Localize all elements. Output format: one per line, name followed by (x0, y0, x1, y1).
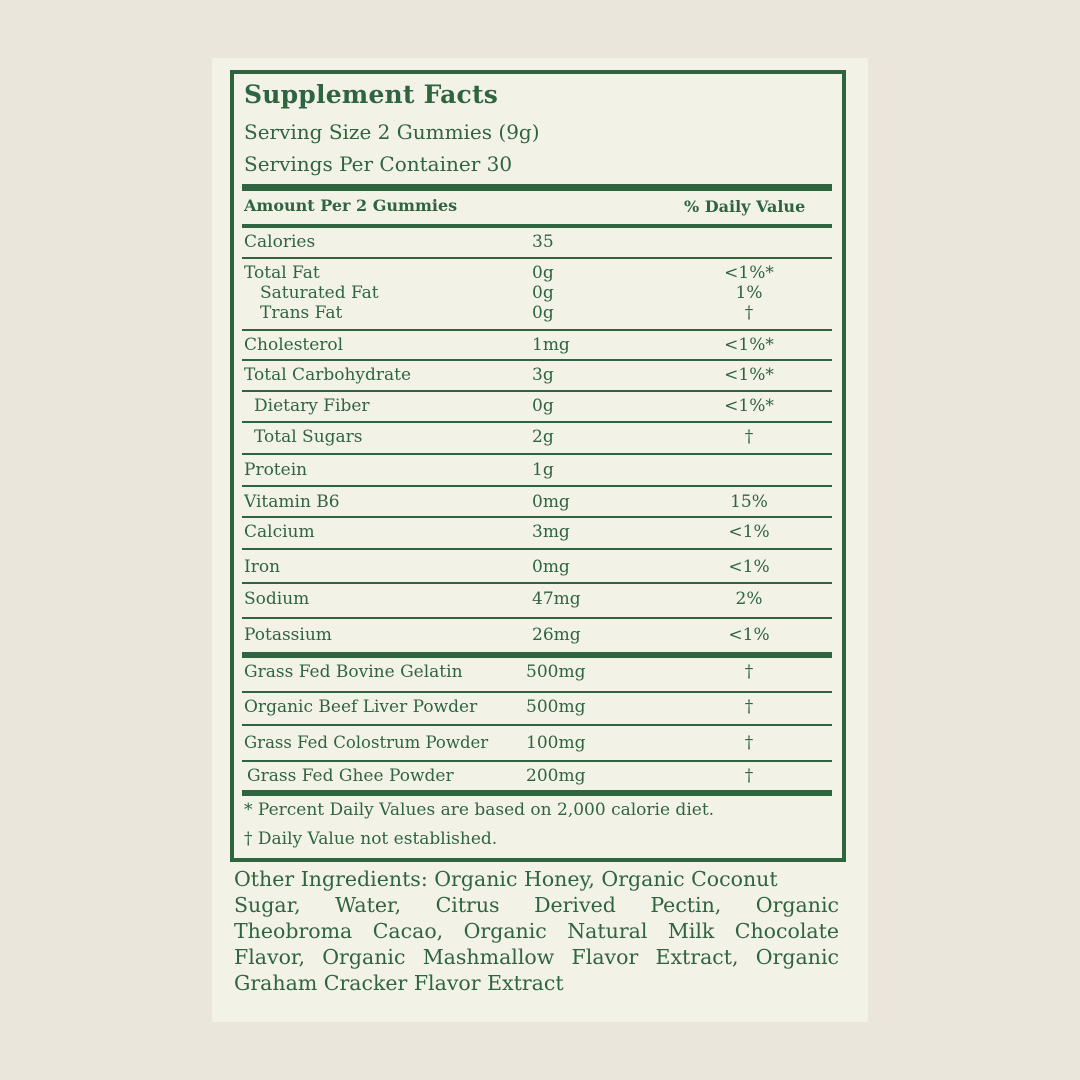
amount-header: Amount Per 2 Gummies (244, 196, 458, 215)
nutrient-amount: 0mg (532, 557, 570, 577)
nutrient-name: Cholesterol (244, 335, 344, 355)
nutrient-row: Trans Fat 0g † (260, 303, 754, 323)
ingredient-amount: 500mg (526, 662, 586, 682)
row-divider (242, 691, 832, 693)
nutrient-amount: 1g (532, 460, 554, 480)
nutrient-name: Trans Fat (260, 303, 343, 323)
nutrient-name: Dietary Fiber (254, 396, 370, 416)
row-divider (242, 724, 832, 726)
nutrient-amount: 47mg (532, 589, 581, 609)
row-divider (242, 257, 832, 259)
serving-size: Serving Size 2 Gummies (9g) (244, 120, 540, 144)
header-divider (242, 224, 832, 228)
nutrient-amount: 0g (532, 396, 554, 416)
row-divider (242, 548, 832, 550)
nutrient-name: Total Sugars (254, 427, 363, 447)
nutrient-amount: 3mg (532, 522, 570, 542)
other-ingredients-line: Other Ingredients: Organic Honey, Organic Coconut (234, 867, 778, 891)
nutrient-row: Potassium 26mg <1% (244, 625, 770, 645)
blend-row: Grass Fed Bovine Gelatin 500mg † (244, 662, 754, 682)
ingredient-name: Organic Beef Liver Powder (244, 697, 478, 717)
nutrient-row (244, 232, 832, 260)
nutrient-amount: 0g (532, 263, 554, 283)
nutrient-amount: 26mg (532, 625, 581, 645)
nutrient-name: Calcium (244, 522, 315, 542)
row-divider (242, 453, 832, 455)
nutrient-name: Iron (244, 557, 281, 577)
nutrient-name: Sodium (244, 589, 310, 609)
thick-divider (242, 652, 832, 658)
nutrient-name: Potassium (244, 625, 332, 645)
nutrient-amount: 3g (532, 365, 554, 385)
nutrient-row: Total Fat 0g <1%* (244, 263, 774, 283)
blend-row: Organic Beef Liver Powder 500mg † (244, 697, 754, 717)
nutrient-amount: 1mg (532, 335, 570, 355)
other-ingredients-line: Flavor, Organic Mashmallow Flavor Extract, Organic (234, 945, 839, 969)
facts-title: Supplement Facts (244, 80, 499, 109)
thick-divider (242, 184, 832, 191)
row-divider (242, 760, 832, 762)
nutrient-row (244, 460, 832, 488)
row-divider (242, 359, 832, 361)
footnote-percent-daily: * Percent Daily Values are based on 2,000 calorie diet. (244, 800, 715, 820)
nutrient-row: Calcium 3mg <1% (244, 522, 770, 542)
ingredient-name: Grass Fed Colostrum Powder (244, 733, 489, 752)
nutrient-amount: 0mg (532, 492, 570, 512)
nutrient-row: Sodium 47mg 2% (244, 589, 763, 609)
row-divider (242, 421, 832, 423)
servings-per-container: Servings Per Container 30 (244, 152, 513, 176)
nutrient-row: Dietary Fiber 0g <1%* (254, 396, 774, 416)
nutrient-name: Total Fat (244, 263, 320, 283)
nutrient-name: Total Carbohydrate (244, 365, 412, 385)
ingredient-amount: 200mg (526, 766, 586, 786)
nutrient-name: Vitamin B6 (244, 492, 340, 512)
row-divider (242, 617, 832, 619)
row-divider (242, 582, 832, 584)
blend-row: Grass Fed Colostrum Powder 100mg † (244, 733, 754, 753)
nutrient-amount: 0g (532, 283, 554, 303)
nutrient-amount: 2g (532, 427, 554, 447)
daily-value-header: % Daily Value (684, 197, 806, 216)
ingredient-name: Grass Fed Bovine Gelatin (244, 662, 463, 682)
row-divider (242, 516, 832, 518)
thick-divider (242, 790, 832, 796)
ingredient-amount: 500mg (526, 697, 586, 717)
ingredient-name: Grass Fed Ghee Powder (247, 766, 454, 786)
ingredient-amount: 100mg (526, 733, 586, 753)
other-ingredients-line: Graham Cracker Flavor Extract (234, 971, 564, 995)
other-ingredients-line: Sugar, Water, Citrus Derived Pectin, Organic (234, 893, 839, 917)
other-ingredients-line: Theobroma Cacao, Organic Natural Milk Chocolate (234, 919, 839, 943)
nutrient-row: Cholesterol 1mg <1%* (244, 335, 774, 355)
nutrient-row: Iron 0mg <1% (244, 557, 770, 577)
nutrient-row: Total Carbohydrate 3g <1%* (244, 365, 774, 385)
nutrient-amount: 35 (532, 232, 554, 252)
nutrient-row: Saturated Fat 0g 1% (260, 283, 763, 303)
nutrient-name: Saturated Fat (260, 283, 379, 303)
row-divider (242, 390, 832, 392)
footnote-not-established: † Daily Value not established. (244, 829, 498, 849)
blend-row: Grass Fed Ghee Powder 200mg † (247, 766, 754, 786)
row-divider (242, 329, 832, 331)
supplement-facts-panel (230, 70, 846, 862)
nutrient-amount: 0g (532, 303, 554, 323)
nutrient-name: Protein (244, 460, 308, 480)
nutrient-row: Total Sugars 2g † (254, 427, 754, 447)
nutrient-row: Vitamin B6 0mg 15% (244, 492, 768, 512)
row-divider (242, 485, 832, 487)
nutrient-name: Calories (244, 232, 316, 252)
other-ingredients (234, 866, 839, 996)
